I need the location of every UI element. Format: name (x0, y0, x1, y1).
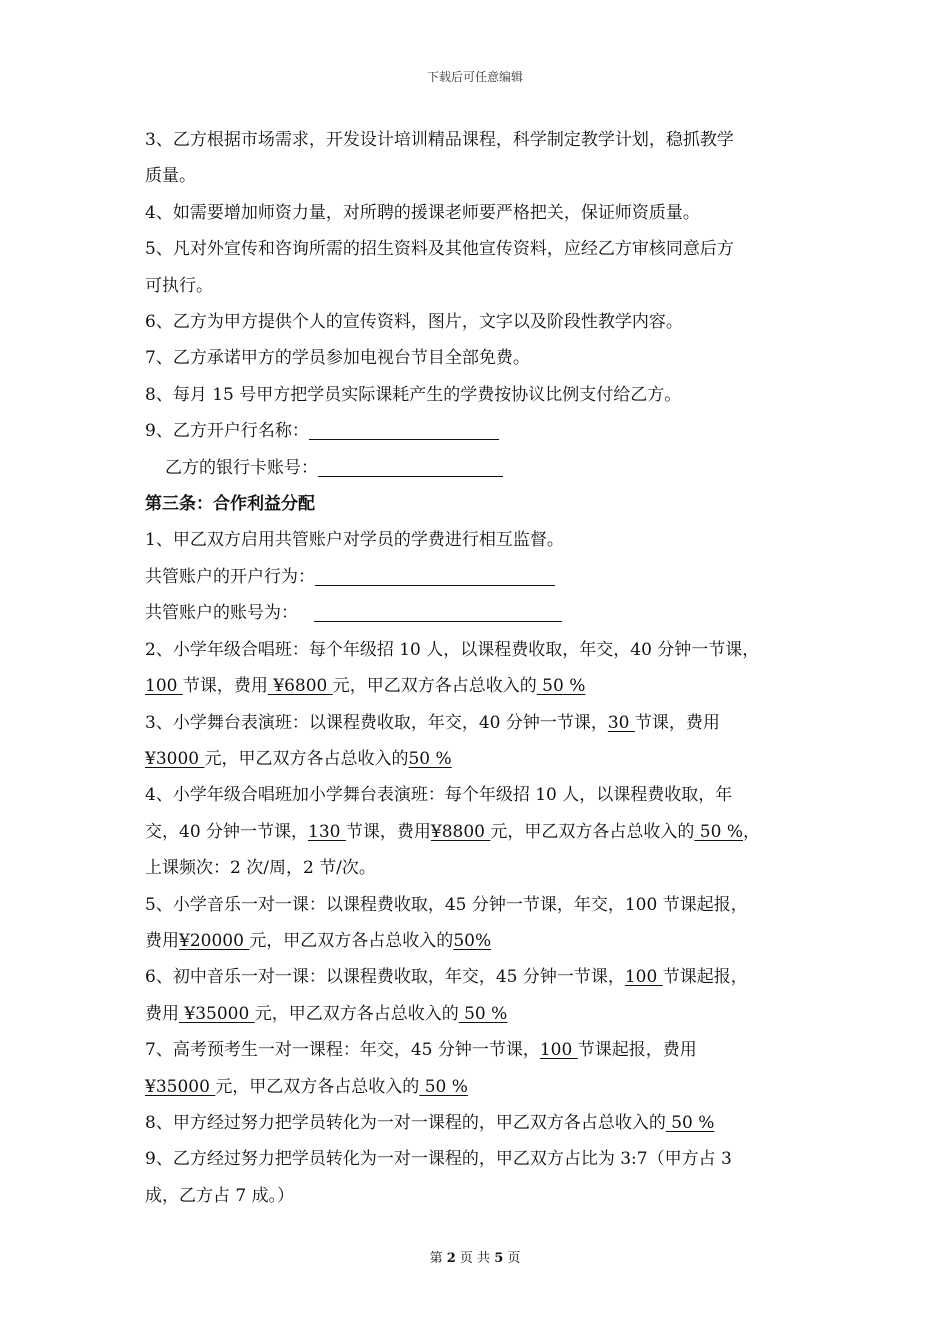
paragraph-line: 4、小学年级合唱班加小学舞台表演班：每个年级招 10 人，以课程费收取，年 (145, 785, 733, 806)
bank-name-line (145, 413, 825, 449)
bank-name-label: 9、乙方开户行名称： (145, 421, 309, 442)
paragraph-line: 1、甲乙双方启用共管账户对学员的学费进行相互监督。 (145, 530, 564, 551)
page-footer (0, 1247, 950, 1266)
text-span: 元，甲乙双方各占总收入的 (204, 748, 409, 769)
paragraph-line (145, 1105, 825, 1141)
footer-text: 页 共 (455, 1251, 495, 1266)
text-span: 8、甲方经过努力把学员转化为一对一课程的，甲乙双方各占总收入的 (145, 1112, 666, 1133)
paragraph-line: 6、乙方为甲方提供个人的宣传资料，图片，文字以及阶段性教学内容。 (145, 312, 683, 333)
paragraph-line (145, 996, 825, 1032)
paragraph-line (145, 1032, 825, 1068)
paragraph-line: 上课频次：2 次/周，2 节/次。 (145, 858, 376, 879)
footer-text: 页 (503, 1251, 521, 1266)
filled-value: 50 % (665, 1112, 715, 1133)
text-span: 节课，费用 (345, 821, 431, 842)
text-span: 节课起报，费用 (577, 1040, 697, 1061)
page-header: 下载后可任意编辑 (426, 70, 523, 84)
paragraph-line: 可执行。 (145, 275, 213, 296)
joint-account-blank (314, 599, 562, 622)
total-page-number: 5 (494, 1251, 504, 1266)
text-span: 节课，费用 (634, 712, 720, 733)
joint-bank-blank (315, 563, 555, 586)
filled-value: 30 (607, 712, 635, 733)
filled-value: 100 (624, 967, 663, 988)
text-span: 元，甲乙双方各占总收入的 (249, 930, 454, 951)
joint-account-line (145, 595, 825, 631)
paragraph-line: 5、小学音乐一对一课：以课程费收取，45 分钟一节课，年交，100 节课起报， (145, 894, 748, 915)
paragraph-line (145, 668, 825, 704)
text-span: 3、小学舞台表演班：以课程费收取，年交，40 分钟一节课， (145, 712, 608, 733)
paragraph-line: 2、小学年级合唱班：每个年级招 10 人，以课程费收取，年交，40 分钟一节课， (145, 639, 760, 660)
current-page-number: 2 (446, 1251, 456, 1266)
joint-bank-line (145, 559, 825, 595)
paragraph-line (145, 814, 825, 850)
filled-value: 100 (539, 1040, 578, 1061)
filled-value: 50 % (694, 821, 743, 842)
filled-value: ¥35000 (179, 1003, 255, 1024)
text-span: 费用 (145, 1003, 179, 1024)
document-body (145, 122, 825, 1214)
bank-account-line (145, 450, 825, 486)
paragraph-line: 3、乙方根据市场需求，开发设计培训精品课程，科学制定教学计划，稳抓教学 (145, 130, 734, 150)
text-span: 节课起报， (662, 967, 748, 988)
footer-text: 第 (429, 1251, 447, 1266)
text-span: 6、初中音乐一对一课：以课程费收取，年交，45 分钟一节课， (145, 967, 625, 988)
filled-value: 50% (453, 930, 492, 951)
paragraph-line: 质量。 (145, 166, 196, 187)
text-span: 元，甲乙双方各占总收入的 (490, 821, 695, 842)
filled-value: ¥8800 (430, 821, 491, 842)
paragraph-line (145, 1069, 825, 1105)
text-span: 交，40 分钟一节课， (145, 821, 309, 842)
filled-value: 130 (308, 821, 346, 842)
paragraph-line: 成，乙方占 7 成。） (145, 1185, 295, 1206)
joint-account-label: 共管账户的账号为： (145, 603, 298, 624)
paragraph-line: 4、如需要增加师资力量，对所聘的援课老师要严格把关，保证师资质量。 (145, 202, 700, 223)
filled-value: 100 (145, 676, 183, 697)
text-span: 7、高考预考生一对一课程：年交，45 分钟一节课， (145, 1040, 540, 1061)
paragraph-line (145, 959, 825, 995)
paragraph-line (145, 705, 825, 741)
bank-account-label: 乙方的银行卡账号： (165, 457, 318, 478)
filled-value: ¥35000 (145, 1076, 216, 1097)
filled-value: 50 % (458, 1003, 508, 1024)
paragraph-line: 8、每月 15 号甲方把学员实际课耗产生的学费按协议比例支付给乙方。 (145, 384, 682, 405)
joint-bank-label: 共管账户的开户行为： (145, 566, 315, 587)
section-heading: 第三条：合作利益分配 (145, 494, 315, 515)
text-span: 元，甲乙双方各占总收入的 (254, 1003, 459, 1024)
text-span: 费用 (145, 930, 179, 951)
text-span: ， (742, 821, 760, 842)
paragraph-line (145, 741, 825, 777)
filled-value: ¥6800 (267, 676, 333, 697)
bank-name-blank (309, 417, 499, 440)
bank-account-blank (318, 454, 503, 477)
text-span: 节课，费用 (182, 676, 268, 697)
text-span: 元，甲乙双方各占总收入的 (215, 1076, 420, 1097)
paragraph-line: 5、凡对外宣传和咨询所需的招生资料及其他宣传资料，应经乙方审核同意后方 (145, 239, 734, 260)
paragraph-line: 7、乙方承诺甲方的学员参加电视台节目全部免费。 (145, 348, 530, 369)
paragraph-line: 9、乙方经过努力把学员转化为一对一课程的，甲乙双方占比为 3:7（甲方占 3 (145, 1149, 732, 1170)
filled-value: 50 % (408, 748, 452, 769)
filled-value: ¥3000 (145, 748, 205, 769)
filled-value: 50 % (536, 676, 586, 697)
filled-value: ¥20000 (179, 930, 250, 951)
text-span: 元，甲乙双方各占总收入的 (332, 676, 537, 697)
paragraph-line (145, 923, 825, 959)
filled-value: 50 % (419, 1076, 468, 1097)
